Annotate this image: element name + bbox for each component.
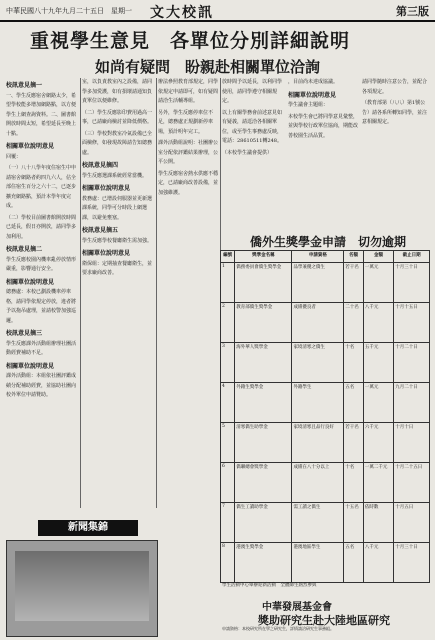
foundation-note: 申請資格：本校研究所在學之研究生，詳情請洽研究生事務組。 [222,626,334,631]
scholarship-title: 僑外生獎學金申請 切勿逾期 [250,235,407,249]
table-header-row: 編號 獎學金名稱 申請資格 名額 金額 截止日期 [221,251,430,263]
article-column-5: ，目前尚未達成協議。 相關單位說明意見 學生議會主題組： 本校學生會已將同學意見彙整，並與學校行政單位協商，期能改善校園生活品質。 [288,79,358,139]
table-row: 2 教育部僑生獎學金 成績優良者 二十名 八千元 十月十五日 [221,303,430,343]
table-row: 4 外籍生獎學金 外籍學生 五名 一萬元 九月二十日 [221,383,430,423]
page-headline: 重視學生意見 各單位分別詳細說明 [30,30,351,52]
table-row: 7 僑生工讀助學金 需工讀之僑生 十五名 依時數 十月五日 [221,503,430,543]
newspaper-name: 文大校訊 [150,5,214,21]
column-divider [156,78,157,508]
masthead [0,0,435,22]
table-row: 1 僑務委員會僑生獎學金 品學兼優之僑生 若干名 一萬元 十月三十日 [221,263,430,303]
table-row: 8 港澳生獎學金 港澳地區學生 五名 八千元 十月三十日 [221,543,430,583]
column-divider [80,78,81,508]
issue-date: 中華民國八十九年九月二十五日 星期一 [6,7,132,15]
article-column-3: 辦法參照教育部規定，同學依規定申請即可，如有疑問請洽生活輔導組。 另外，學生反應停車位不足，總務處正規劃新停車場，預計明年完工。 課外活動組說明：社團辦公室分配依評鑑結果辦理，公平公開。 學生反應宿舍熱水供應不穩定，已請廠商改善設備，並加強維護。 [158,79,218,196]
article-column-2: 室，以負責教室內之設備，請同學多加愛護，如有損壞請通知負責單位以便維修。 （二）學生反應影印費用過高一事，已請廠商檢討並降低價格。 （三）學校對教室冷氣設備已全面檢修，如發現故障請告知總務處。 校訊意見摘四 學生反應選課系統經常當機。 相關單位說明意見 教務處：已增設伺服器並更新選課系統，同學可分時段上網選課，以避免壅塞。 校訊意見摘五 學生反應學校餐廳衛生需加強。 相關單位說明意見 衛保組：定期抽查餐廳衛生，並要求廠商改善。 [82,79,153,276]
page-subhead: 如尚有疑問 盼親赴相關單位洽詢 [95,58,321,76]
edition-label: 第三版 [396,5,429,18]
table-row: 3 海外華人獎學金 家境清寒之僑生 十名 五千元 十月二十日 [221,343,430,383]
table-row: 6 僑聯總會獎學金 成績在八十分以上 十名 一萬二千元 十月二十五日 [221,463,430,503]
news-photo [6,540,158,637]
foundation-title: 中華發展基金會 [262,602,332,613]
photo-caption: 學生活動中心舉辦迎新活動 全體師生熱烈參與 [222,583,317,588]
news-section-label: 新聞集錦 [38,520,138,536]
article-column-4: 放時間予以延長，以利同學使用，請同學遵守相關規定。 以上有關學務會前述意見如有疑義，請逕洽各相關單位，或至學生事務處反映，電話：28610511轉248。 （本校學生議會提供） [222,79,283,156]
article-column-6: 請同學隨時注意公告，並配合各項規定。 （教育部第（八八）第1號公告）請各系所轉知同學，並注意相關規定。 [362,79,428,125]
table-row: 5 清寒僑生助學金 家境清寒且品行良好 若干名 六千元 十月十日 [221,423,430,463]
scholarship-table [220,250,430,583]
foundation-subtitle: 獎助研究生赴大陸地區研究 [258,614,390,627]
article-column-1: 校訊意見摘一 一、學生反應宿舍網路太少，希望學校能多增加網路點，以方便學生上網查詢資料。二、圖書館開放時間太短，希望延長至晚上十點。 相關單位說明意見 回覆： （一）八十八學年度住宿生中申請宿舍網路者約四九六人，佔全部住宿生百分之六十二，已逐步擴充網路點，預計本學年度完成。 （二）學校目前圖書館開放時間已延長，假日亦開放，請同學多加利用。 校訊意見摘二 學生反應校園內機車亂停放情形嚴重，影響通行安全。 相關單位說明意見 總務處：本校已劃設機車停車格，請同學依規定停放，違者將予以拖吊處理，並請校警加強巡邏。 校訊意見摘三 學生反應課外活動組辦理社團活動經費補助不足。 相關單位說明意見 課外活動組：本組依社團評鑑成績分配補助經費，並協助社團向校外單位申請贊助。 [6,82,77,398]
